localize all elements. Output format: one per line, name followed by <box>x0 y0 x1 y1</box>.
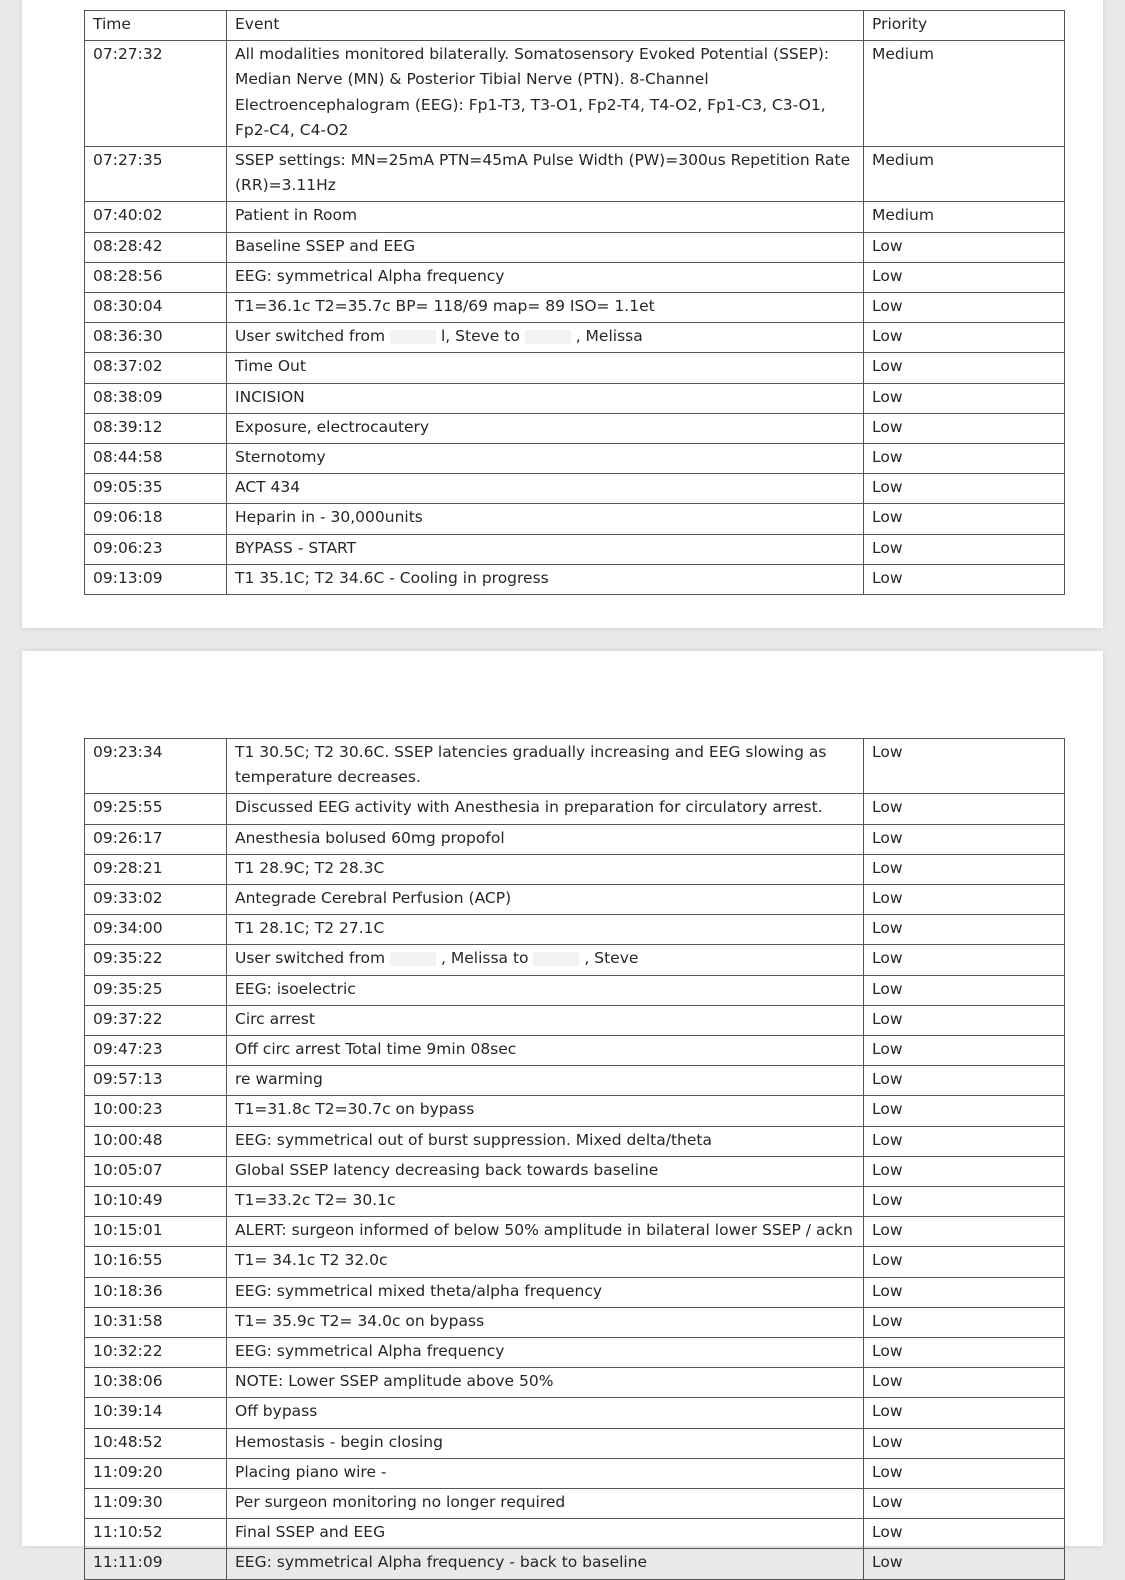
event-time: 10:16:55 <box>85 1247 227 1277</box>
event-time: 08:39:12 <box>85 413 227 443</box>
table-row <box>85 945 1065 975</box>
event-time: 08:44:58 <box>85 444 227 474</box>
table-row <box>85 1428 1065 1458</box>
event-description: Hemostasis - begin closing <box>227 1428 864 1458</box>
event-time: 07:40:02 <box>85 202 227 232</box>
event-description: Per surgeon monitoring no longer required <box>227 1489 864 1519</box>
table-header-row <box>85 11 1065 41</box>
event-time: 10:10:49 <box>85 1187 227 1217</box>
event-description: EEG: symmetrical mixed theta/alpha frequency <box>227 1277 864 1307</box>
event-priority: Low <box>864 1156 1065 1186</box>
event-time: 08:37:02 <box>85 353 227 383</box>
event-time: 08:28:42 <box>85 232 227 262</box>
event-text-part: User switched from <box>235 949 386 968</box>
table-row <box>85 1277 1065 1307</box>
event-priority: Low <box>864 1277 1065 1307</box>
event-time: 09:06:23 <box>85 534 227 564</box>
event-time: 09:33:02 <box>85 885 227 915</box>
column-header-priority: Priority <box>864 11 1065 41</box>
table-row <box>85 1247 1065 1277</box>
column-header-event: Event <box>227 11 864 41</box>
table-row <box>85 383 1065 413</box>
event-description: Heparin in - 30,000units <box>227 504 864 534</box>
event-priority: Low <box>864 1096 1065 1126</box>
event-priority: Low <box>864 232 1065 262</box>
table-row <box>85 1549 1065 1579</box>
event-time: 09:28:21 <box>85 854 227 884</box>
table-row <box>85 1458 1065 1488</box>
event-priority: Low <box>864 1126 1065 1156</box>
event-description: Placing piano wire - <box>227 1458 864 1488</box>
event-priority: Low <box>864 1217 1065 1247</box>
event-time: 08:28:56 <box>85 262 227 292</box>
event-description: NOTE: Lower SSEP amplitude above 50% <box>227 1368 864 1398</box>
event-priority: Low <box>864 353 1065 383</box>
event-priority: Low <box>864 383 1065 413</box>
redaction-mark <box>390 952 436 966</box>
table-row <box>85 444 1065 474</box>
event-time: 09:57:13 <box>85 1066 227 1096</box>
event-description: re warming <box>227 1066 864 1096</box>
table-row <box>85 1066 1065 1096</box>
event-description: INCISION <box>227 383 864 413</box>
event-text-part: , Melissa <box>575 327 643 346</box>
event-priority: Low <box>864 1428 1065 1458</box>
event-description: Antegrade Cerebral Perfusion (ACP) <box>227 885 864 915</box>
event-description: T1= 35.9c T2= 34.0c on bypass <box>227 1307 864 1337</box>
event-description: T1 30.5C; T2 30.6C. SSEP latencies gradually increasing and EEG slowing as temperature decreases. <box>227 739 864 794</box>
table-row <box>85 885 1065 915</box>
event-priority: Low <box>864 854 1065 884</box>
event-text-part: l, Steve to <box>441 327 520 346</box>
event-priority: Low <box>864 262 1065 292</box>
event-priority: Low <box>864 1066 1065 1096</box>
event-description: BYPASS - START <box>227 534 864 564</box>
table-row <box>85 232 1065 262</box>
table-row <box>85 147 1065 202</box>
event-time: 10:00:48 <box>85 1126 227 1156</box>
event-time: 09:13:09 <box>85 564 227 594</box>
event-description: Final SSEP and EEG <box>227 1519 864 1549</box>
event-time: 10:05:07 <box>85 1156 227 1186</box>
event-priority: Low <box>864 975 1065 1005</box>
event-priority: Low <box>864 794 1065 824</box>
event-time: 10:15:01 <box>85 1217 227 1247</box>
table-row <box>85 1187 1065 1217</box>
event-description: T1 28.9C; T2 28.3C <box>227 854 864 884</box>
table-row <box>85 824 1065 854</box>
event-time: 10:00:23 <box>85 1096 227 1126</box>
table-row <box>85 413 1065 443</box>
table-row <box>85 1398 1065 1428</box>
event-text-part: , Melissa to <box>441 949 529 968</box>
event-description: Exposure, electrocautery <box>227 413 864 443</box>
event-time: 11:10:52 <box>85 1519 227 1549</box>
table-row <box>85 1489 1065 1519</box>
event-priority: Medium <box>864 147 1065 202</box>
event-priority: Low <box>864 824 1065 854</box>
table-row <box>85 534 1065 564</box>
event-description: T1=33.2c T2= 30.1c <box>227 1187 864 1217</box>
event-time: 09:34:00 <box>85 915 227 945</box>
event-time: 10:32:22 <box>85 1338 227 1368</box>
event-description: EEG: symmetrical out of burst suppression. Mixed delta/theta <box>227 1126 864 1156</box>
event-description: All modalities monitored bilaterally. Somatosensory Evoked Potential (SSEP): Median Nerve (MN) & Posterior Tibial Nerve (PTN). 8-Channel Electroencephalogram (EEG): Fp1-T3, T3-O1, Fp2-T4, T4-O2, Fp1-C3, C3-O1, Fp2-C4, C4-O2 <box>227 41 864 147</box>
event-description: ACT 434 <box>227 474 864 504</box>
event-time: 09:35:25 <box>85 975 227 1005</box>
event-description: Baseline SSEP and EEG <box>227 232 864 262</box>
event-priority: Low <box>864 534 1065 564</box>
event-description: EEG: isoelectric <box>227 975 864 1005</box>
event-description: Circ arrest <box>227 1005 864 1035</box>
document-page-1 <box>22 0 1103 628</box>
event-time: 07:27:35 <box>85 147 227 202</box>
event-time: 09:06:18 <box>85 504 227 534</box>
event-time: 09:35:22 <box>85 945 227 975</box>
event-time: 09:47:23 <box>85 1036 227 1066</box>
redaction-mark <box>390 330 436 344</box>
table-row <box>85 504 1065 534</box>
table-row <box>85 41 1065 147</box>
event-priority: Low <box>864 1338 1065 1368</box>
event-priority: Low <box>864 1489 1065 1519</box>
event-priority: Low <box>864 885 1065 915</box>
event-description <box>227 323 864 353</box>
event-description: Global SSEP latency decreasing back towards baseline <box>227 1156 864 1186</box>
table-row <box>85 1156 1065 1186</box>
event-description: SSEP settings: MN=25mA PTN=45mA Pulse Width (PW)=300us Repetition Rate (RR)=3.11Hz <box>227 147 864 202</box>
table-row <box>85 1096 1065 1126</box>
event-priority: Low <box>864 1368 1065 1398</box>
event-description: Patient in Room <box>227 202 864 232</box>
event-description: T1 28.1C; T2 27.1C <box>227 915 864 945</box>
event-time: 11:11:09 <box>85 1549 227 1579</box>
event-priority: Low <box>864 323 1065 353</box>
redaction-mark <box>525 330 571 344</box>
event-time: 09:05:35 <box>85 474 227 504</box>
event-description: T1=31.8c T2=30.7c on bypass <box>227 1096 864 1126</box>
table-row <box>85 1217 1065 1247</box>
event-priority: Low <box>864 504 1065 534</box>
table-row <box>85 293 1065 323</box>
event-description: Anesthesia bolused 60mg propofol <box>227 824 864 854</box>
event-text-part: User switched from <box>235 327 386 346</box>
redaction-mark <box>533 952 579 966</box>
event-log-body <box>85 41 1065 595</box>
event-priority: Low <box>864 1458 1065 1488</box>
event-log-table-continued <box>84 738 1065 1580</box>
event-description: T1= 34.1c T2 32.0c <box>227 1247 864 1277</box>
event-priority: Low <box>864 1307 1065 1337</box>
event-priority: Low <box>864 1519 1065 1549</box>
event-time: 09:26:17 <box>85 824 227 854</box>
event-description: Off bypass <box>227 1398 864 1428</box>
event-priority: Low <box>864 1398 1065 1428</box>
event-description <box>227 945 864 975</box>
event-time: 10:38:06 <box>85 1368 227 1398</box>
column-header-time: Time <box>85 11 227 41</box>
table-row <box>85 794 1065 824</box>
event-time: 07:27:32 <box>85 41 227 147</box>
table-row <box>85 1005 1065 1035</box>
table-row <box>85 739 1065 794</box>
table-row <box>85 202 1065 232</box>
event-priority: Low <box>864 474 1065 504</box>
event-description: Off circ arrest Total time 9min 08sec <box>227 1036 864 1066</box>
event-text-part: , Steve <box>584 949 639 968</box>
event-time: 10:31:58 <box>85 1307 227 1337</box>
table-row <box>85 564 1065 594</box>
table-row <box>85 975 1065 1005</box>
table-row <box>85 323 1065 353</box>
event-description: ALERT: surgeon informed of below 50% amplitude in bilateral lower SSEP / ackn <box>227 1217 864 1247</box>
table-row <box>85 915 1065 945</box>
table-row <box>85 1338 1065 1368</box>
event-time: 10:48:52 <box>85 1428 227 1458</box>
event-priority: Low <box>864 1549 1065 1579</box>
event-time: 09:37:22 <box>85 1005 227 1035</box>
event-time: 09:25:55 <box>85 794 227 824</box>
event-priority: Low <box>864 945 1065 975</box>
event-time: 08:30:04 <box>85 293 227 323</box>
event-priority: Low <box>864 1005 1065 1035</box>
event-description: EEG: symmetrical Alpha frequency <box>227 1338 864 1368</box>
event-time: 09:23:34 <box>85 739 227 794</box>
event-priority: Low <box>864 1187 1065 1217</box>
event-priority: Low <box>864 1247 1065 1277</box>
event-priority: Low <box>864 444 1065 474</box>
event-log-table <box>84 10 1065 595</box>
table-row <box>85 1368 1065 1398</box>
event-priority: Low <box>864 739 1065 794</box>
table-row <box>85 353 1065 383</box>
event-time: 11:09:20 <box>85 1458 227 1488</box>
event-time: 10:39:14 <box>85 1398 227 1428</box>
event-priority: Low <box>864 413 1065 443</box>
event-time: 08:36:30 <box>85 323 227 353</box>
event-priority: Low <box>864 1036 1065 1066</box>
document-page-2 <box>22 651 1103 1572</box>
table-row <box>85 1307 1065 1337</box>
event-description: Discussed EEG activity with Anesthesia in preparation for circulatory arrest. <box>227 794 864 824</box>
table-row <box>85 1036 1065 1066</box>
event-priority: Low <box>864 564 1065 594</box>
event-description: T1 35.1C; T2 34.6C - Cooling in progress <box>227 564 864 594</box>
event-priority: Medium <box>864 41 1065 147</box>
event-description: Time Out <box>227 353 864 383</box>
event-time: 11:09:30 <box>85 1489 227 1519</box>
event-priority: Low <box>864 915 1065 945</box>
event-description: Sternotomy <box>227 444 864 474</box>
event-priority: Low <box>864 293 1065 323</box>
event-time: 08:38:09 <box>85 383 227 413</box>
event-description: EEG: symmetrical Alpha frequency - back to baseline <box>227 1549 864 1579</box>
event-priority: Medium <box>864 202 1065 232</box>
event-log-body <box>85 739 1065 1580</box>
event-time: 10:18:36 <box>85 1277 227 1307</box>
table-row <box>85 262 1065 292</box>
event-description: EEG: symmetrical Alpha frequency <box>227 262 864 292</box>
table-row <box>85 474 1065 504</box>
table-row <box>85 1126 1065 1156</box>
table-row <box>85 854 1065 884</box>
event-description: T1=36.1c T2=35.7c BP= 118/69 map= 89 ISO= 1.1et <box>227 293 864 323</box>
